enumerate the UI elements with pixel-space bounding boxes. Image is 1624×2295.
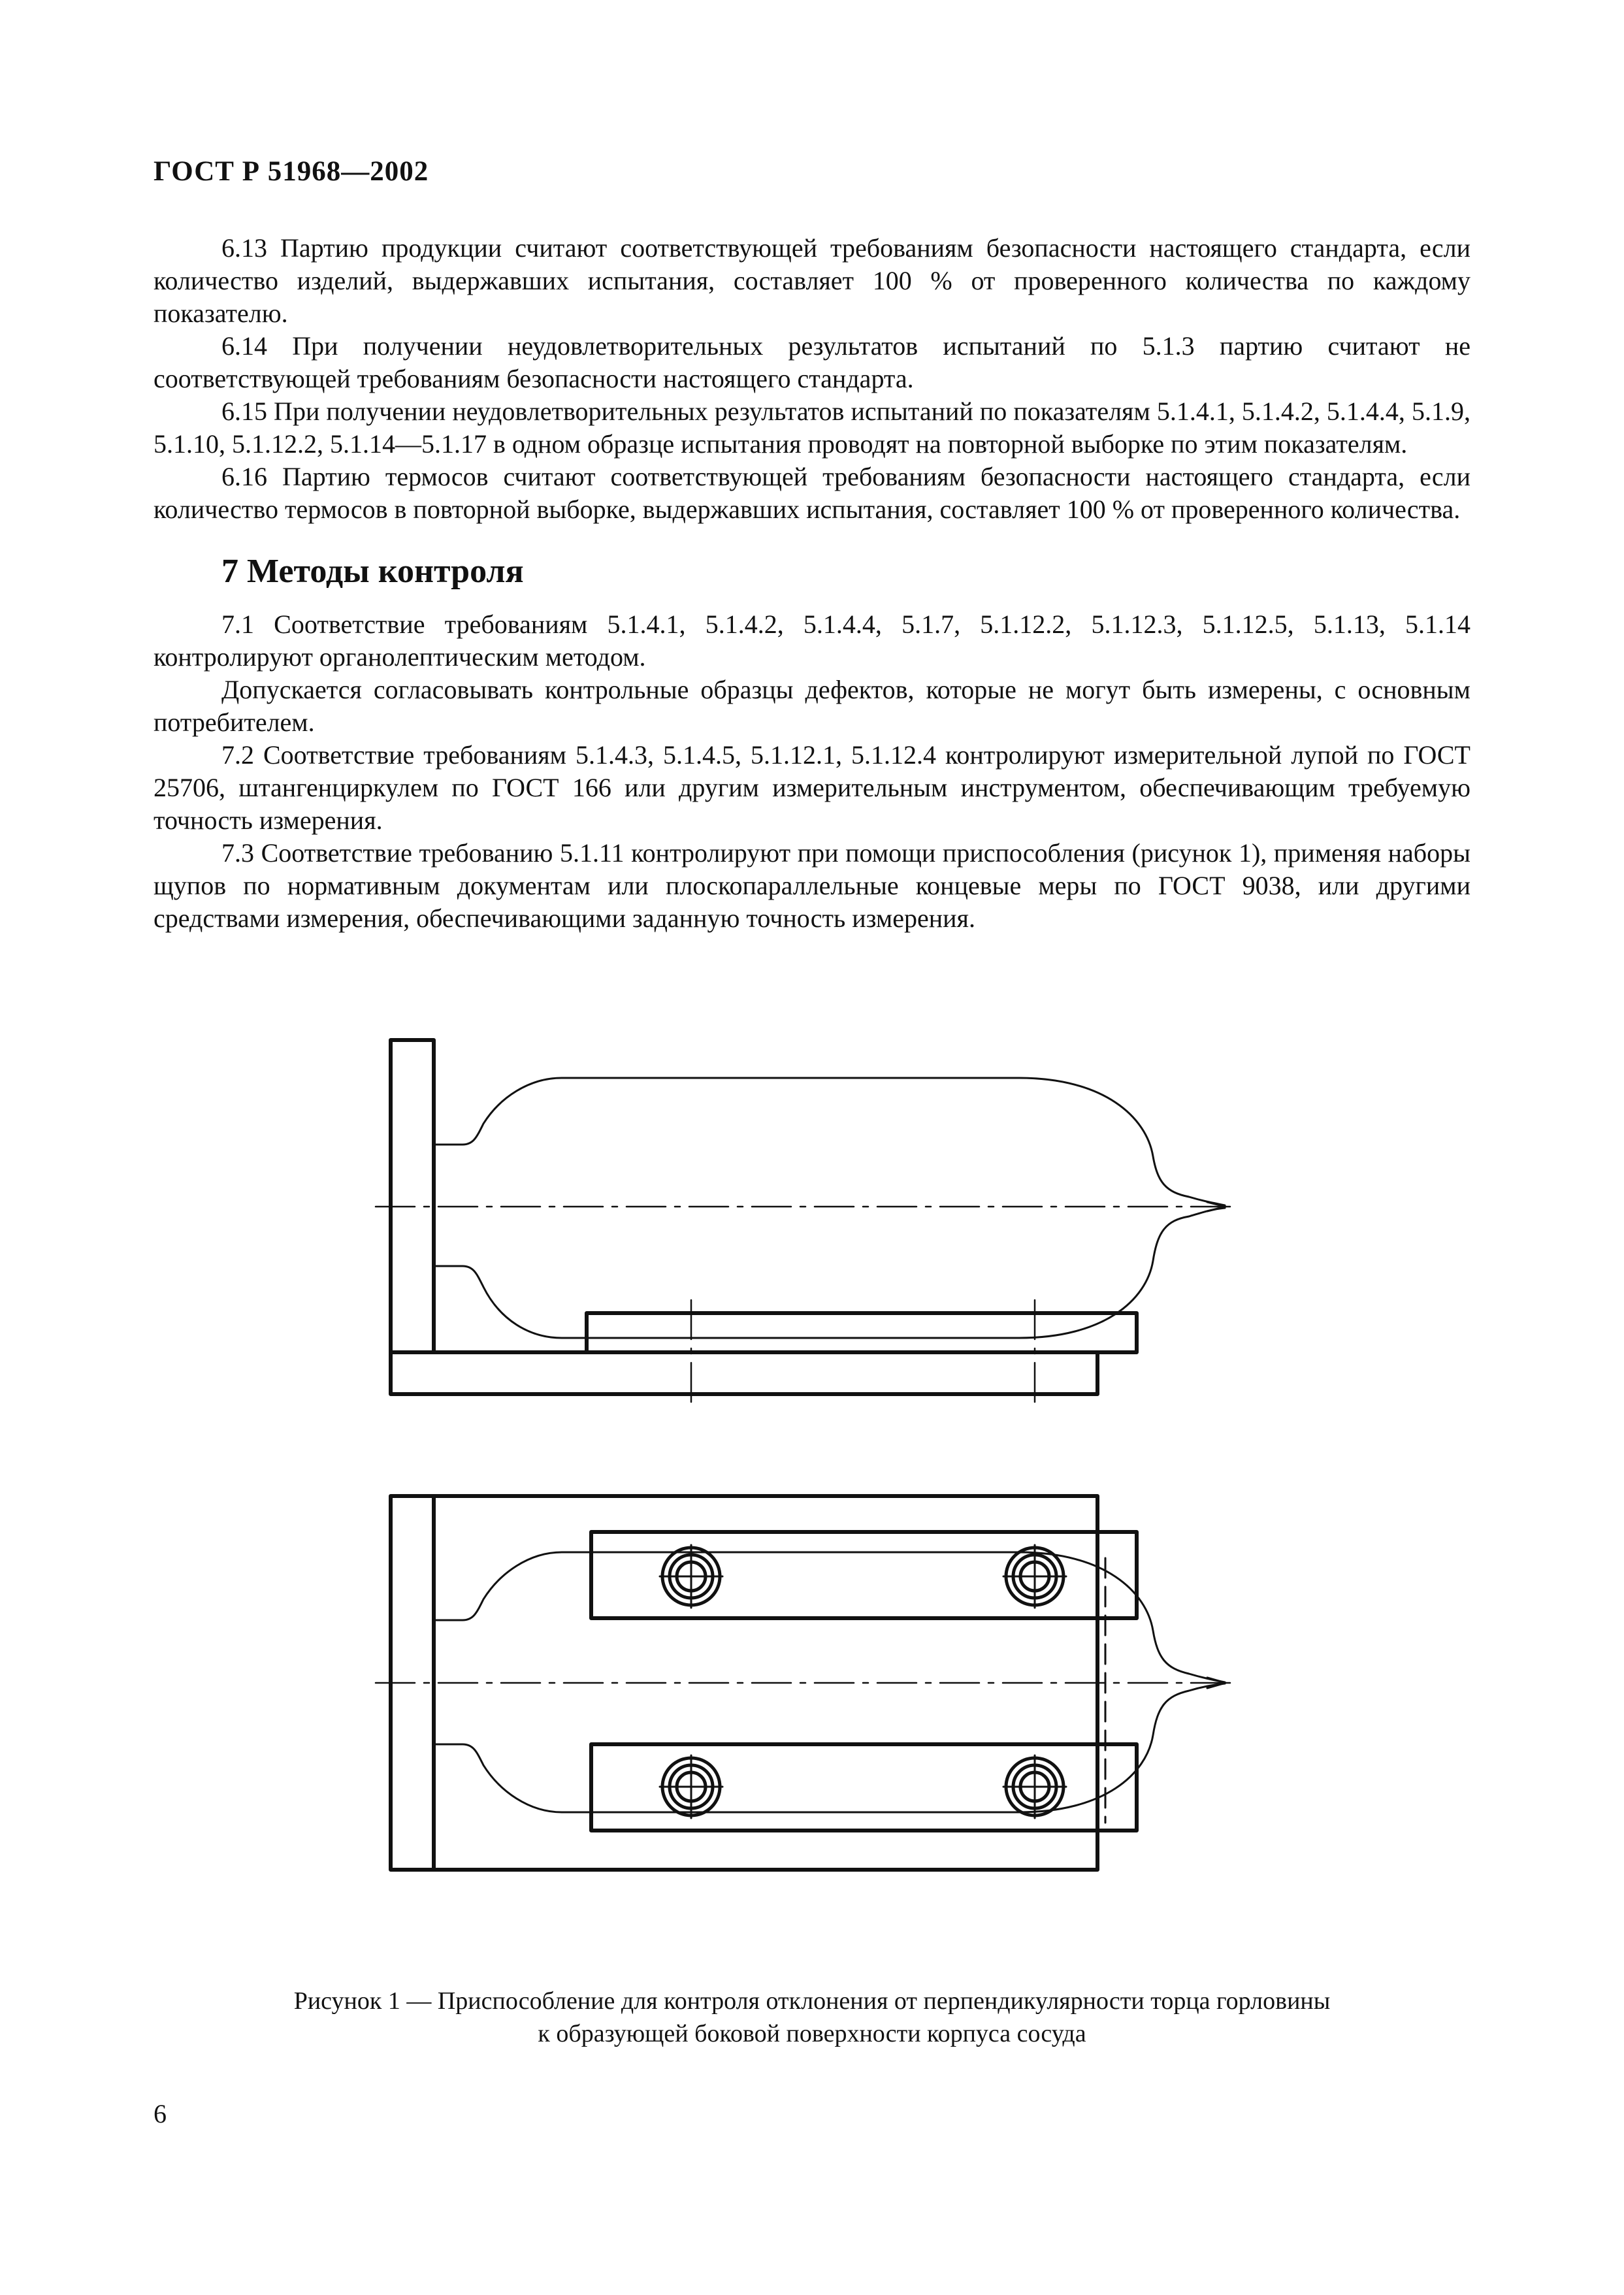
top-view: [376, 1496, 1238, 1870]
bolt-icon: [660, 1755, 723, 1818]
figure-caption-line-2: к образующей боковой поверхности корпуса сосуда: [538, 2020, 1086, 2047]
side-view: [376, 1040, 1238, 1411]
vessel-outline-bottom: [434, 1208, 1225, 1338]
paragraph-7-2: 7.2 Соответствие требованиям 5.1.4.3, 5.1.4.5, 5.1.12.1, 5.1.12.4 контролируют измерительной лупой по ГОСТ 25706, штангенциркулем по ГОСТ 166 или другим измерительным инструментом, обеспечивающим требуемую точность измерения.: [154, 740, 1470, 835]
vessel-outline-top: [434, 1078, 1225, 1205]
paragraph-6-15: 6.15 При получении неудовлетворительных результатов испытаний по показателям 5.1.4.1, 5.1.4.2, 5.1.4.4, 5.1.9, 5.1.10, 5.1.12.2, 5.1.14—5.1.17 в одном образце испытания проводят на повторной выборке по этим показателям.: [154, 397, 1470, 459]
figure-1-drawing: [366, 1026, 1254, 1927]
document-header: ГОСТ Р 51968—2002: [154, 156, 429, 187]
base-plate: [391, 1352, 1097, 1394]
paragraph-6-16: 6.16 Партию термосов считают соответствующей требованиям безопасности настоящего стандарта, если количество термосов в повторной выборке, выдержавших испытания, составляет 100 % от проверенного количества.: [154, 462, 1470, 524]
page-number: 6: [154, 2099, 167, 2128]
support-bar: [587, 1313, 1137, 1352]
paragraph-7-1-note: Допускается согласовывать контрольные образцы дефектов, которые не могут быть измерены, с основным потребителем.: [154, 675, 1470, 737]
side-plate: [391, 1040, 434, 1352]
figure-caption: [154, 1985, 1470, 2050]
paragraph-7-3: 7.3 Соответствие требованию 5.1.11 контролируют при помощи приспособления (рисунок 1), применяя наборы щупов по нормативным документам или плоскопараллельные концевые меры по ГОСТ 9038, или другими средствами измерения, обеспечивающими заданную точность измерения.: [154, 838, 1470, 933]
paragraph-6-13: 6.13 Партию продукции считают соответствующей требованиям безопасности настоящего стандарта, если количество изделий, выдержавших испытания, составляет 100 % от проверенного количества по каждому показателю.: [154, 233, 1470, 328]
paragraph-7-1: 7.1 Соответствие требованиям 5.1.4.1, 5.1.4.2, 5.1.4.4, 5.1.7, 5.1.12.2, 5.1.12.3, 5.1.12.5, 5.1.13, 5.1.14 контролируют органолептическим методом.: [154, 610, 1470, 672]
document-body: [154, 232, 1470, 935]
paragraph-6-14: 6.14 При получении неудовлетворительных результатов испытаний по 5.1.3 партию считают не соответствующей требованиям безопасности настоящего стандарта.: [154, 331, 1470, 393]
figure-caption-line-1: Рисунок 1 — Приспособление для контроля отклонения от перпендикулярности торца горловины: [293, 1987, 1331, 2015]
bolt-icon: [660, 1545, 723, 1608]
section-title: 7 Методы контроля: [221, 553, 524, 590]
